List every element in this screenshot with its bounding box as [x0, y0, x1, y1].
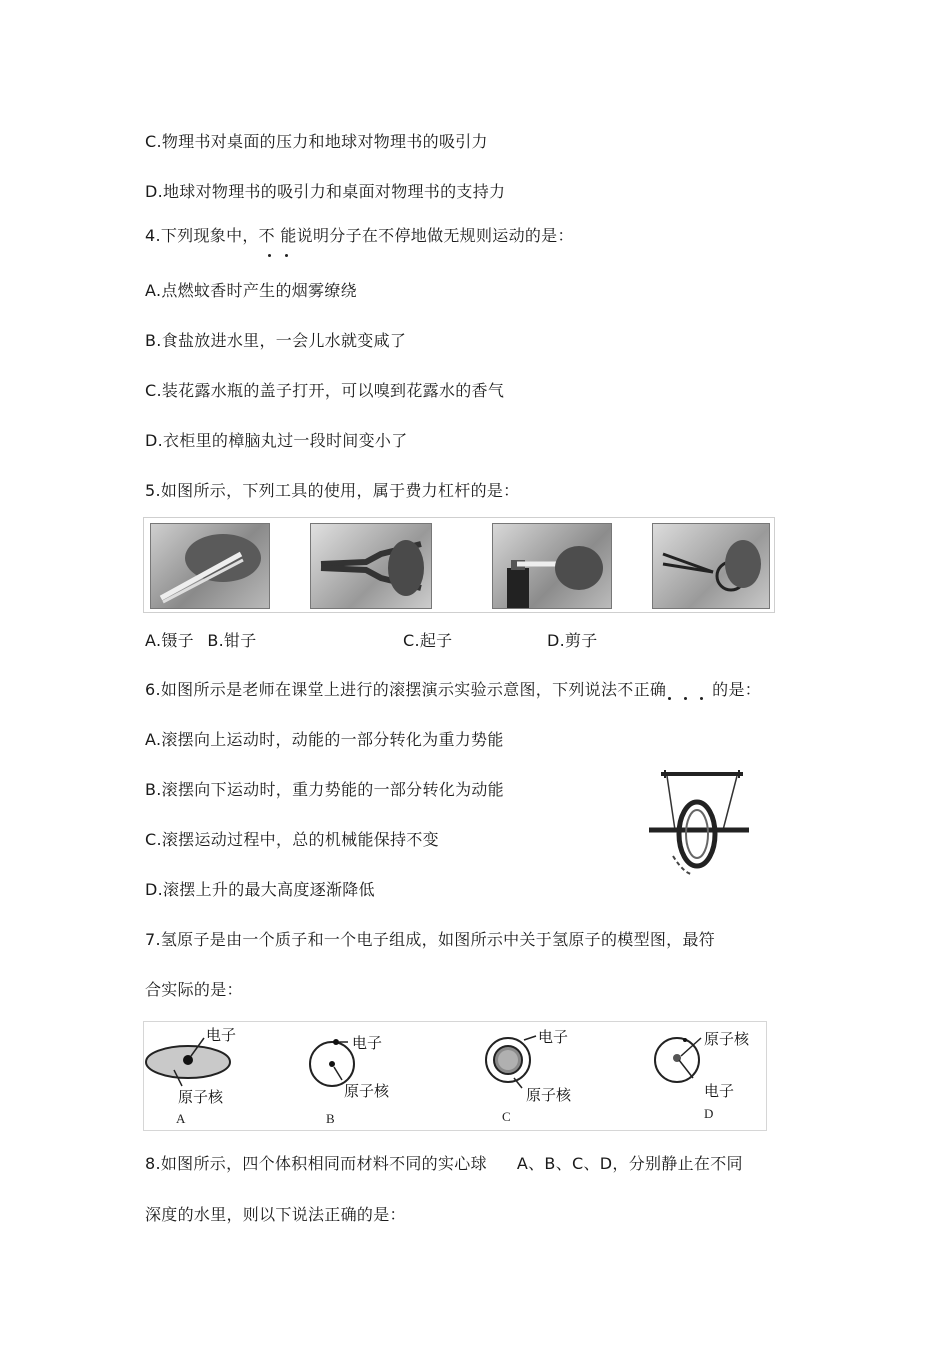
emphasis-dot [684, 697, 687, 700]
bottle-opener-photo [492, 523, 612, 609]
q5-options [145, 631, 598, 651]
q6-stem-post: 的是： [712, 680, 762, 699]
q5-tools-figure [143, 517, 775, 613]
q5-option-d: D.剪子 [547, 631, 598, 650]
q4-option-a: A.点燃蚊香时产生的烟雾缭绕 [145, 281, 357, 300]
model-c-electron-label: 电子 [538, 1029, 569, 1046]
model-c-letter: C [502, 1109, 511, 1124]
q7-stem-line1: 7.氢原子是由一个质子和一个电子组成，如图所示中关于氢原子的模型图，最符 [145, 930, 716, 949]
q4-stem-pre: 4.下列现象中， [145, 226, 259, 245]
emphasis-dot [668, 697, 671, 700]
q4-option-d: D.衣柜里的樟脑丸过一段时间变小了 [145, 431, 408, 450]
q6-option-b: B.滚摆向下运动时，重力势能的一部分转化为动能 [145, 780, 504, 799]
model-b-letter: B [326, 1111, 335, 1126]
model-d-electron-label: 电子 [704, 1083, 735, 1100]
model-a-nucleus-label: 原子核 [178, 1089, 224, 1106]
emphasis-dot [268, 254, 271, 257]
q4-option-c: C.装花露水瓶的盖子打开，可以嗅到花露水的香气 [145, 381, 505, 400]
q8-stem-line1-post: A、B、C、D，分别静止在不同 [516, 1154, 743, 1173]
q8-stem-line1 [145, 1154, 743, 1174]
model-b-nucleus-label: 原子核 [344, 1083, 390, 1100]
q6-stem-pre: 6.如图所示是老师在课堂上进行的滚摆演示实验示意图，下列说法不正确 [145, 680, 667, 699]
model-d-letter: D [704, 1106, 714, 1121]
q5-option-b: B.钳子 [207, 631, 257, 650]
q6-emphasis-dots [666, 675, 712, 695]
scissors-photo [652, 523, 770, 609]
q3-option-d: D.地球对物理书的吸引力和桌面对物理书的支持力 [145, 182, 506, 201]
q7-stem-line2: 合实际的是： [145, 980, 243, 999]
model-a-letter: A [176, 1111, 186, 1126]
q8-stem-line2: 深度的水里，则以下说法正确的是： [145, 1205, 406, 1224]
q5-option-a: A.镊子 [145, 631, 194, 650]
model-a-electron-label: 电子 [206, 1027, 237, 1044]
emphasis-dot [285, 254, 288, 257]
tweezers-photo [150, 523, 270, 609]
q4-stem-post: 说明分子在不停地做无规则运动的是： [296, 226, 574, 245]
q6-option-d: D.滚摆上升的最大高度逐渐降低 [145, 880, 375, 899]
q4-stem-emphasis: 不 能 [259, 226, 297, 246]
pliers-photo [310, 523, 432, 609]
q8-stem-line1-pre: 8.如图所示，四个体积相同而材料不同的实心球 [145, 1154, 487, 1173]
scissors-illustration [653, 524, 769, 608]
emphasis-dot [700, 697, 703, 700]
bottle-opener-illustration [493, 524, 611, 608]
q6-option-c: C.滚摆运动过程中，总的机械能保持不变 [145, 830, 439, 849]
q7-atom-models-figure [143, 1021, 767, 1131]
q4-option-b: B.食盐放进水里，一会儿水就变咸了 [145, 331, 407, 350]
model-b-electron-label: 电子 [352, 1035, 383, 1052]
model-c-nucleus-label: 原子核 [526, 1087, 572, 1104]
q4-stem [145, 226, 574, 246]
q6-stem [145, 675, 761, 700]
pliers-illustration [311, 524, 431, 608]
model-d-nucleus-label: 原子核 [704, 1031, 750, 1048]
q5-option-c: C.起子 [403, 631, 453, 650]
q6-option-a: A.滚摆向上运动时，动能的一部分转化为重力势能 [145, 730, 504, 749]
tweezers-illustration [151, 524, 269, 608]
q3-option-c: C.物理书对桌面的压力和地球对物理书的吸引力 [145, 132, 488, 151]
q5-stem: 5.如图所示，下列工具的使用，属于费力杠杆的是： [145, 481, 520, 500]
maxwell-pendulum-diagram [645, 768, 755, 878]
